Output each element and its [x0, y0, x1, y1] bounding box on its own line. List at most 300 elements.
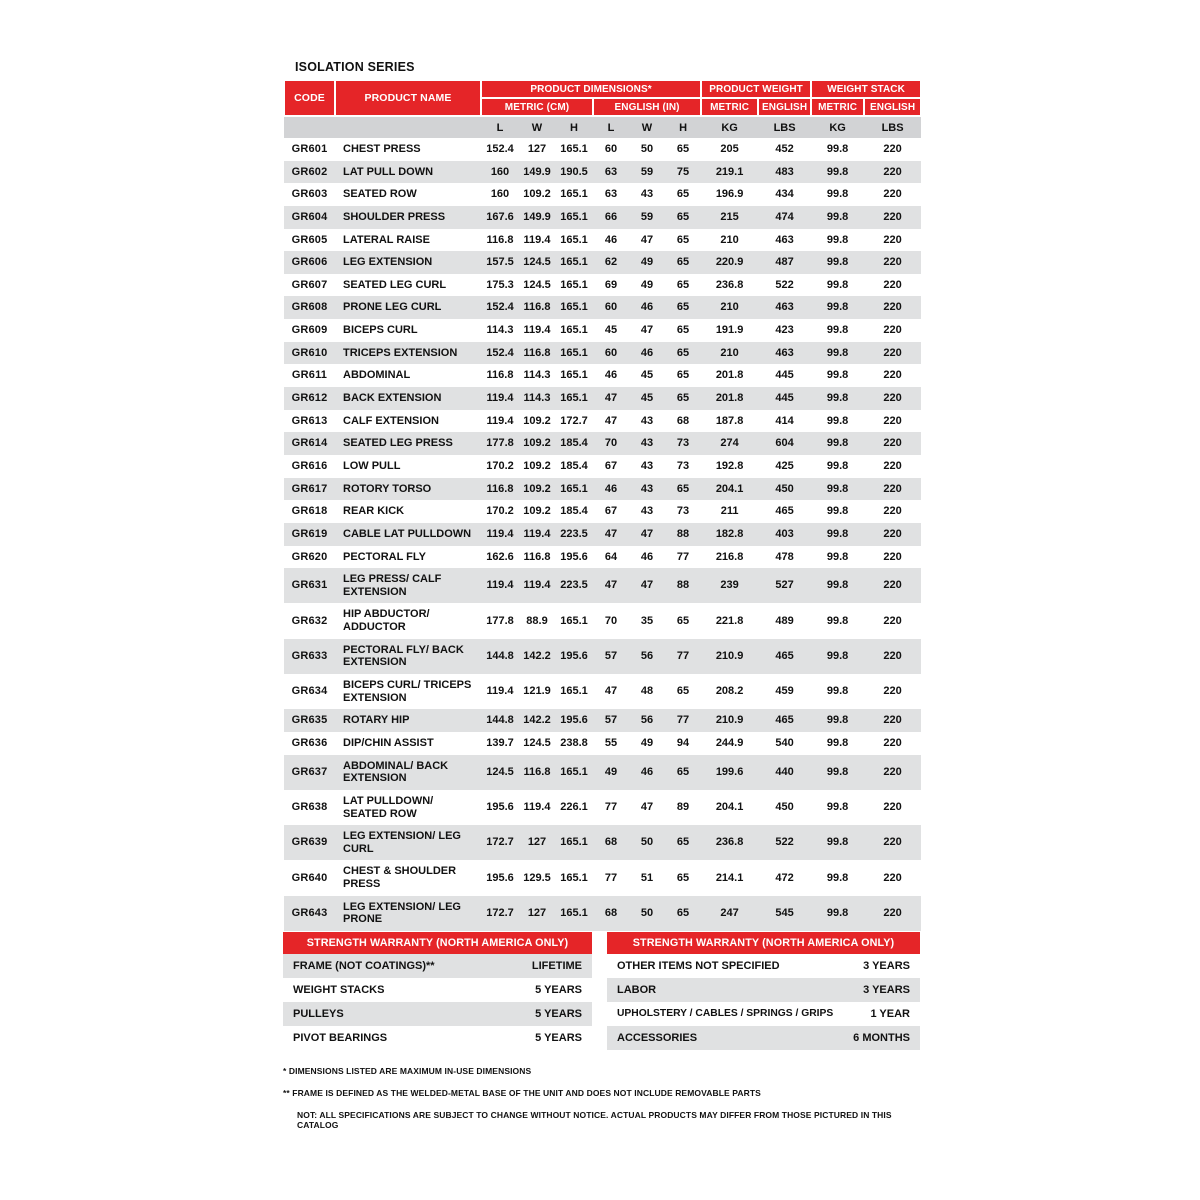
product-code: GR633 — [284, 639, 335, 674]
value-cell: 73 — [676, 505, 690, 518]
value-cell: 220 — [883, 143, 902, 155]
value-cell: 60 — [593, 296, 629, 319]
warranty-table-left — [283, 932, 592, 1050]
value-cell: 440 — [758, 755, 811, 790]
value-cell: 216.8 — [715, 550, 744, 563]
product-name: CHEST PRESS — [343, 143, 421, 155]
value-cell: 65 — [676, 188, 690, 201]
warranty-row — [283, 1026, 592, 1050]
value-cell: 89 — [676, 801, 690, 814]
value-cell: 195.6 — [555, 639, 593, 674]
value-cell: 77 — [604, 801, 618, 814]
product-name: CALF EXTENSION — [343, 414, 439, 427]
value-cell: 160 — [490, 188, 510, 201]
table-row — [284, 478, 921, 501]
value-cell: 220 — [864, 709, 921, 732]
unit-h-english: H — [665, 116, 701, 138]
value-cell: 88 — [665, 568, 701, 603]
product-code: GR619 — [284, 523, 335, 546]
value-cell: 49 — [593, 755, 629, 790]
value-cell: 545 — [758, 896, 811, 931]
value-cell: 51 — [640, 871, 654, 884]
value-cell: 88.9 — [526, 614, 548, 627]
value-cell: 215 — [701, 206, 758, 229]
value-cell: 165.1 — [560, 324, 588, 337]
value-cell: 99.8 — [811, 206, 864, 229]
value-cell: 459 — [775, 685, 794, 698]
value-cell: 35 — [640, 614, 654, 627]
value-cell: 65 — [676, 278, 690, 291]
warranty-item: LABOR — [617, 983, 657, 996]
value-cell: 65 — [665, 251, 701, 274]
value-cell: 99.8 — [826, 801, 849, 814]
value-cell: 49 — [640, 278, 654, 291]
warranty-right-title: STRENGTH WARRANTY (NORTH AMERICA ONLY) — [607, 932, 920, 954]
value-cell: 201.8 — [701, 387, 758, 410]
product-code: GR611 — [291, 369, 328, 382]
warranty-item: OTHER ITEMS NOT SPECIFIED — [617, 959, 780, 972]
value-cell: 165.1 — [555, 755, 593, 790]
value-cell: 63 — [593, 161, 629, 184]
value-cell: 239 — [701, 568, 758, 603]
value-cell: 56 — [629, 639, 665, 674]
value-cell: 127 — [519, 825, 555, 860]
value-cell: 195.6 — [486, 801, 514, 814]
value-cell: 65 — [676, 871, 690, 884]
value-cell: 57 — [593, 639, 629, 674]
value-cell: 187.8 — [715, 414, 744, 427]
value-cell: 50 — [640, 143, 654, 155]
value-cell: 65 — [665, 296, 701, 319]
product-name: CABLE LAT PULLDOWN — [335, 523, 481, 546]
value-cell: 220 — [864, 432, 921, 455]
value-cell: 99.8 — [826, 614, 849, 627]
value-cell: 450 — [758, 478, 811, 501]
value-cell: 127 — [527, 143, 547, 155]
value-cell: 99.8 — [811, 568, 864, 603]
value-cell: 43 — [640, 505, 654, 518]
header-product-name: PRODUCT NAME — [335, 80, 481, 116]
value-cell: 191.9 — [715, 324, 744, 337]
value-cell: 149.9 — [519, 206, 555, 229]
value-cell: 220 — [883, 685, 902, 698]
value-cell: 195.6 — [555, 709, 593, 732]
value-cell: 70 — [593, 432, 629, 455]
units-empty-name — [335, 116, 481, 138]
value-cell: 165.1 — [560, 685, 588, 698]
value-cell: 99.8 — [826, 233, 849, 246]
product-code: GR604 — [284, 206, 335, 229]
value-cell: 65 — [665, 825, 701, 860]
value-cell: 219.1 — [701, 161, 758, 184]
header-pw-english: ENGLISH — [758, 98, 811, 116]
value-cell: 201.8 — [715, 369, 744, 382]
value-cell: 47 — [593, 568, 629, 603]
product-code: GR618 — [291, 505, 328, 518]
value-cell: 463 — [758, 342, 811, 365]
value-cell: 196.9 — [715, 188, 744, 201]
warranty-table-right — [607, 932, 920, 1050]
warranty-item: WEIGHT STACKS — [293, 983, 385, 996]
unit-w-english: W — [629, 116, 665, 138]
value-cell: 65 — [665, 896, 701, 931]
units-row — [284, 116, 921, 138]
value-cell: 210.9 — [701, 709, 758, 732]
table-row — [284, 674, 921, 709]
value-cell: 220 — [883, 233, 902, 246]
value-cell: 165.1 — [555, 206, 593, 229]
value-cell: 99.8 — [811, 387, 864, 410]
value-cell: 119.4 — [519, 523, 555, 546]
value-cell: 220 — [883, 801, 902, 814]
value-cell: 144.8 — [481, 709, 519, 732]
header-product-weight: PRODUCT WEIGHT — [701, 80, 811, 98]
table-row — [284, 546, 921, 569]
value-cell: 46 — [629, 296, 665, 319]
table-row — [284, 709, 921, 732]
value-cell: 99.8 — [826, 685, 849, 698]
value-cell: 119.4 — [486, 414, 514, 427]
value-cell: 522 — [775, 278, 794, 291]
header-pw-metric: METRIC — [701, 98, 758, 116]
product-code: GR609 — [291, 324, 328, 337]
value-cell: 220 — [864, 296, 921, 319]
value-cell: 434 — [775, 188, 794, 201]
value-cell: 210 — [720, 233, 739, 246]
unit-kg-pw: KG — [701, 116, 758, 138]
value-cell: 47 — [604, 414, 618, 427]
product-code: GR603 — [291, 188, 328, 201]
value-cell: 170.2 — [486, 505, 514, 518]
product-code: GR607 — [291, 278, 328, 291]
table-row — [284, 732, 921, 755]
value-cell: 223.5 — [555, 568, 593, 603]
value-cell: 210 — [701, 296, 758, 319]
product-code: GR605 — [291, 233, 328, 246]
unit-lbs-ws: LBS — [864, 116, 921, 138]
product-code: GR620 — [291, 550, 328, 563]
value-cell: 192.8 — [715, 459, 744, 472]
value-cell: 99.8 — [826, 414, 849, 427]
warranty-row — [607, 978, 920, 1002]
value-cell: 63 — [604, 188, 618, 201]
value-cell: 124.5 — [519, 251, 555, 274]
value-cell: 67 — [604, 505, 618, 518]
value-cell: 43 — [640, 459, 654, 472]
product-name: LATERAL RAISE — [343, 233, 430, 246]
value-cell: 114.3 — [523, 369, 551, 382]
value-cell: 185.4 — [560, 459, 588, 472]
product-code: GR634 — [291, 685, 328, 698]
value-cell: 99.8 — [826, 871, 849, 884]
value-cell: 116.8 — [481, 478, 519, 501]
value-cell: 69 — [604, 278, 618, 291]
table-row — [284, 161, 921, 184]
product-code: GR613 — [291, 414, 328, 427]
value-cell: 195.6 — [486, 871, 514, 884]
value-cell: 463 — [775, 233, 794, 246]
value-cell: 144.8 — [481, 639, 519, 674]
value-cell: 220 — [864, 568, 921, 603]
product-name: TRICEPS EXTENSION — [335, 342, 481, 365]
value-cell: 465 — [758, 639, 811, 674]
product-name: LOW PULL — [343, 459, 401, 472]
value-cell: 47 — [593, 523, 629, 546]
value-cell: 68 — [593, 896, 629, 931]
product-name: ROTARY HIP — [335, 709, 481, 732]
warranty-term: 6 MONTHS — [853, 1031, 910, 1044]
warranty-row — [283, 954, 592, 978]
value-cell: 119.4 — [481, 523, 519, 546]
value-cell: 99.8 — [826, 459, 849, 472]
value-cell: 522 — [758, 825, 811, 860]
value-cell: 445 — [758, 387, 811, 410]
header-row-1 — [284, 80, 921, 98]
value-cell: 57 — [593, 709, 629, 732]
value-cell: 177.8 — [486, 614, 514, 627]
value-cell: 165.1 — [555, 387, 593, 410]
value-cell: 59 — [629, 161, 665, 184]
value-cell: 220 — [883, 369, 902, 382]
product-code: GR612 — [284, 387, 335, 410]
warranty-row — [607, 954, 920, 978]
value-cell: 99.8 — [811, 709, 864, 732]
warranty-term: 3 YEARS — [863, 983, 910, 996]
value-cell: 172.7 — [481, 896, 519, 931]
footnote-specifications: NOT: ALL SPECIFICATIONS ARE SUBJECT TO CHANGE WITHOUT NOTICE. ACTUAL PRODUCTS MAY DIFFER FROM THOSE PICTURED IN THIS CATALOG — [297, 1109, 892, 1130]
value-cell: 68 — [593, 825, 629, 860]
value-cell: 119.4 — [523, 801, 551, 814]
value-cell: 172.7 — [481, 825, 519, 860]
warranty-section — [283, 932, 920, 1050]
value-cell: 77 — [665, 639, 701, 674]
value-cell: 165.1 — [555, 296, 593, 319]
value-cell: 124.5 — [523, 278, 551, 291]
warranty-item: FRAME (NOT COATINGS)** — [293, 959, 435, 972]
unit-l-english: L — [593, 116, 629, 138]
product-code: GR631 — [284, 568, 335, 603]
table-row — [284, 138, 921, 161]
value-cell: 109.2 — [523, 505, 551, 518]
value-cell: 604 — [758, 432, 811, 455]
value-cell: 99.8 — [826, 550, 849, 563]
value-cell: 114.3 — [486, 324, 514, 337]
product-name: ABDOMINAL — [343, 369, 411, 382]
value-cell: 190.5 — [555, 161, 593, 184]
table-row — [284, 455, 921, 478]
table-row — [284, 523, 921, 546]
product-code: GR636 — [291, 736, 328, 749]
table-row — [284, 387, 921, 410]
value-cell: 165.1 — [555, 896, 593, 931]
table-row — [284, 860, 921, 895]
footnote-dimensions: * DIMENSIONS LISTED ARE MAXIMUM IN-USE DIMENSIONS — [283, 1065, 532, 1076]
value-cell: 205 — [720, 143, 739, 155]
value-cell: 45 — [604, 324, 618, 337]
value-cell: 165.1 — [560, 143, 588, 155]
product-name: LEG EXTENSION/ LEG PRONE — [335, 896, 481, 931]
table-row — [284, 251, 921, 274]
table-row — [284, 603, 921, 638]
header-english-in: ENGLISH (IN) — [593, 98, 701, 116]
value-cell: 152.4 — [486, 143, 514, 155]
value-cell: 167.6 — [481, 206, 519, 229]
product-name: BICEPS CURL/ TRICEPS EXTENSION — [343, 679, 472, 704]
value-cell: 220 — [864, 478, 921, 501]
value-cell: 214.1 — [715, 871, 744, 884]
value-cell: 64 — [604, 550, 618, 563]
value-cell: 220 — [864, 251, 921, 274]
value-cell: 47 — [640, 801, 654, 814]
units-empty-code — [284, 116, 335, 138]
value-cell: 165.1 — [555, 478, 593, 501]
value-cell: 65 — [665, 755, 701, 790]
warranty-item: PULLEYS — [293, 1007, 344, 1020]
warranty-term: LIFETIME — [531, 959, 582, 972]
value-cell: 199.6 — [701, 755, 758, 790]
value-cell: 116.8 — [519, 296, 555, 319]
value-cell: 170.2 — [486, 459, 514, 472]
value-cell: 46 — [640, 550, 654, 563]
value-cell: 99.8 — [826, 505, 849, 518]
value-cell: 465 — [758, 709, 811, 732]
table-row — [284, 432, 921, 455]
value-cell: 119.4 — [486, 685, 514, 698]
value-cell: 474 — [758, 206, 811, 229]
unit-kg-ws: KG — [811, 116, 864, 138]
value-cell: 450 — [775, 801, 794, 814]
value-cell: 165.1 — [560, 233, 588, 246]
value-cell: 220 — [864, 639, 921, 674]
value-cell: 119.4 — [481, 387, 519, 410]
value-cell: 99.8 — [811, 825, 864, 860]
value-cell: 465 — [775, 505, 794, 518]
value-cell: 99.8 — [826, 736, 849, 749]
value-cell: 45 — [629, 387, 665, 410]
value-cell: 65 — [676, 369, 690, 382]
product-rows — [284, 138, 921, 931]
product-code: GR601 — [291, 143, 328, 155]
table-row — [284, 364, 921, 387]
unit-h-metric: H — [555, 116, 593, 138]
value-cell: 185.4 — [560, 505, 588, 518]
value-cell: 43 — [629, 432, 665, 455]
value-cell: 139.7 — [486, 736, 514, 749]
value-cell: 88 — [665, 523, 701, 546]
page-title: ISOLATION SERIES — [295, 60, 415, 74]
value-cell: 204.1 — [715, 801, 744, 814]
table-row — [284, 825, 921, 860]
product-code: GR614 — [284, 432, 335, 455]
value-cell: 60 — [604, 143, 618, 155]
value-cell: 177.8 — [481, 432, 519, 455]
product-name: HIP ABDUCTOR/ ADDUCTOR — [343, 608, 430, 634]
value-cell: 49 — [640, 736, 654, 749]
value-cell: 236.8 — [715, 278, 744, 291]
product-name: LEG EXTENSION — [335, 251, 481, 274]
table-row — [284, 319, 921, 342]
value-cell: 226.1 — [560, 801, 588, 814]
value-cell: 109.2 — [519, 478, 555, 501]
value-cell: 160 — [481, 161, 519, 184]
value-cell: 119.4 — [523, 324, 551, 337]
value-cell: 124.5 — [481, 755, 519, 790]
value-cell: 73 — [665, 432, 701, 455]
table-row — [284, 183, 921, 206]
value-cell: 182.8 — [701, 523, 758, 546]
value-cell: 94 — [676, 736, 690, 749]
spec-table — [283, 79, 922, 931]
value-cell: 77 — [676, 550, 690, 563]
value-cell: 99.8 — [826, 324, 849, 337]
value-cell: 172.7 — [560, 414, 588, 427]
value-cell: 472 — [775, 871, 794, 884]
value-cell: 165.1 — [560, 871, 588, 884]
value-cell: 414 — [775, 414, 794, 427]
value-cell: 220 — [883, 614, 902, 627]
value-cell: 75 — [665, 161, 701, 184]
value-cell: 152.4 — [481, 296, 519, 319]
table-row — [284, 206, 921, 229]
footnote-frame: ** FRAME IS DEFINED AS THE WELDED-METAL BASE OF THE UNIT AND DOES NOT INCLUDE REMOVABLE PARTS — [283, 1087, 761, 1098]
value-cell: 114.3 — [519, 387, 555, 410]
warranty-term: 5 YEARS — [535, 983, 582, 996]
value-cell: 116.8 — [519, 755, 555, 790]
value-cell: 65 — [665, 387, 701, 410]
table-row — [284, 790, 921, 825]
value-cell: 59 — [629, 206, 665, 229]
value-cell: 165.1 — [555, 251, 593, 274]
value-cell: 47 — [593, 387, 629, 410]
value-cell: 127 — [519, 896, 555, 931]
product-name: REAR KICK — [343, 505, 405, 518]
value-cell: 46 — [629, 342, 665, 365]
product-name: LAT PULL DOWN — [335, 161, 481, 184]
value-cell: 47 — [640, 324, 654, 337]
value-cell: 55 — [604, 736, 618, 749]
product-code: GR606 — [284, 251, 335, 274]
value-cell: 77 — [665, 709, 701, 732]
product-name: SEATED ROW — [343, 188, 417, 201]
value-cell: 99.8 — [811, 432, 864, 455]
value-cell: 142.2 — [519, 639, 555, 674]
value-cell: 220 — [864, 161, 921, 184]
value-cell: 220 — [864, 523, 921, 546]
value-cell: 65 — [676, 324, 690, 337]
value-cell: 220 — [883, 188, 902, 201]
value-cell: 99.8 — [811, 523, 864, 546]
value-cell: 99.8 — [811, 639, 864, 674]
warranty-term: 1 YEAR — [870, 1007, 910, 1020]
product-code: GR632 — [291, 614, 328, 627]
value-cell: 46 — [604, 369, 618, 382]
value-cell: 220 — [883, 459, 902, 472]
value-cell: 487 — [758, 251, 811, 274]
value-cell: 142.2 — [519, 709, 555, 732]
unit-lbs-pw: LBS — [758, 116, 811, 138]
warranty-item: UPHOLSTERY / CABLES / SPRINGS / GRIPS — [617, 1008, 834, 1020]
value-cell: 73 — [676, 459, 690, 472]
value-cell: 220 — [864, 896, 921, 931]
warranty-term: 5 YEARS — [535, 1031, 582, 1044]
value-cell: 50 — [629, 896, 665, 931]
value-cell: 220 — [864, 387, 921, 410]
value-cell: 70 — [604, 614, 618, 627]
product-name: LEG EXTENSION/ LEG CURL — [335, 825, 481, 860]
warranty-row — [283, 978, 592, 1002]
value-cell: 68 — [676, 414, 690, 427]
table-row — [284, 296, 921, 319]
